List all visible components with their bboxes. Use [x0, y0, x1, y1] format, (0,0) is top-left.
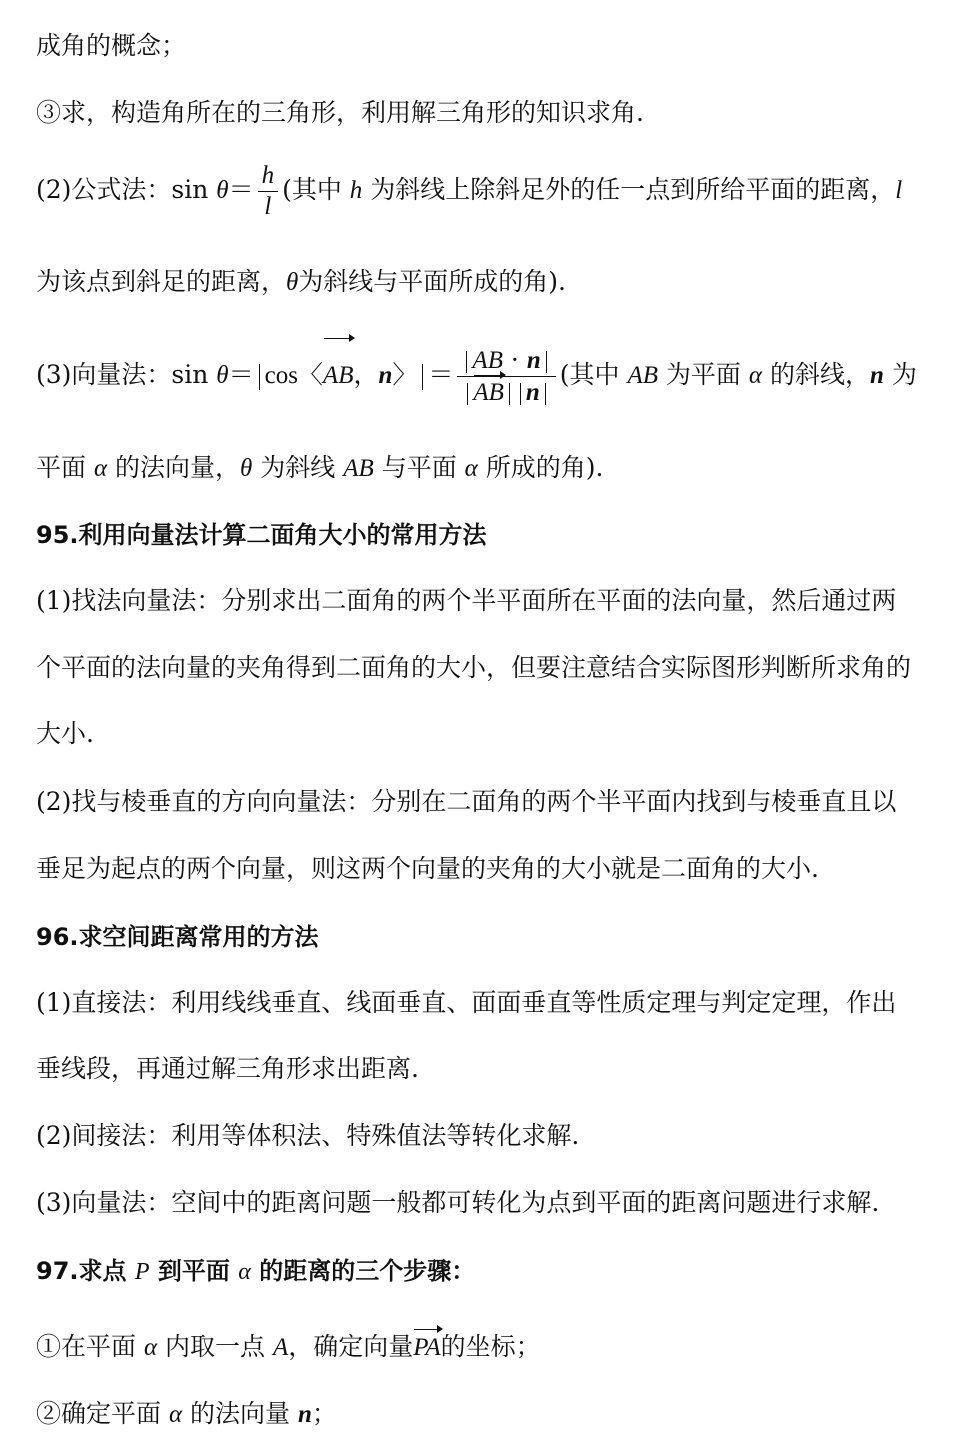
text-segment: (3)向量法：sin: [36, 360, 217, 389]
text-segment: 为斜线: [252, 453, 344, 482]
text-line: (2)间接法：利用等体积法、特殊值法等转化求解.: [36, 1121, 580, 1150]
abs-bar: [509, 383, 510, 405]
fraction-denominator: [457, 377, 555, 408]
math-symbol: ＝: [228, 175, 254, 204]
text-line: [36, 1398, 933, 1431]
text-line: 大小.: [36, 719, 94, 748]
abs-bar: [259, 364, 260, 390]
vector-symbol: AB: [323, 341, 354, 411]
math-symbol: l: [895, 177, 903, 204]
fraction-numerator: h: [258, 161, 279, 192]
math-symbol: α: [464, 455, 478, 482]
math-symbol: ·: [510, 345, 519, 374]
math-symbol: θ: [216, 362, 229, 389]
text-segment: 为斜线与平面所成的角).: [298, 267, 566, 296]
text-line: [36, 266, 933, 299]
abs-bar: [545, 383, 546, 405]
text-segment: ①在平面: [36, 1332, 144, 1361]
text-segment: 到平面: [149, 1257, 239, 1285]
text-segment: 为该点到斜足的距离，: [36, 267, 287, 296]
math-symbol: θ: [216, 177, 229, 204]
text-line: 个平面的法向量的夹角得到二面角的大小，但要注意结合实际图形判断所求角的: [36, 653, 912, 682]
math-symbol: P: [134, 1259, 150, 1285]
abs-bar: [466, 351, 467, 373]
math-symbol: α: [748, 362, 763, 389]
text-segment: 为平面: [657, 360, 749, 389]
math-symbol: θ: [286, 269, 299, 296]
math-symbol: AB: [472, 347, 503, 374]
text-segment: 为斜线上除斜足外的任一点到所给平面的距离，: [362, 175, 896, 204]
fraction-numerator: [457, 345, 555, 377]
text-segment: 97.求点: [36, 1257, 135, 1285]
math-symbol: n: [526, 347, 541, 374]
math-symbol: α: [168, 1401, 183, 1428]
text-line: (1)找法向量法：分别求出二面角的两个半平面所在平面的法向量，然后通过两: [36, 586, 897, 615]
formula-line-vector: [36, 340, 933, 411]
text-segment: ②确定平面: [36, 1399, 169, 1428]
math-symbol: AB: [627, 362, 658, 389]
text-segment: ；: [311, 1399, 337, 1428]
math-symbol: θ: [240, 455, 253, 482]
math-symbol: α: [143, 1334, 158, 1361]
math-symbol: n: [525, 379, 540, 406]
math-symbol: n: [378, 362, 393, 389]
text-segment: ，确定向量: [288, 1332, 414, 1361]
section-heading-97: [36, 1255, 933, 1288]
abs-bar: [467, 383, 468, 405]
text-line: [36, 1331, 933, 1364]
text-segment: 的斜线，: [762, 360, 870, 389]
math-symbol: α: [93, 455, 108, 482]
text-segment: (其中: [559, 360, 628, 389]
vector-symbol: PA: [413, 1332, 440, 1364]
abs-bar: [520, 383, 521, 405]
text-line: (2)找与棱垂直的方向向量法：分别在二面角的两个半平面内找到与棱垂直且以: [36, 787, 897, 816]
text-line: 垂线段，再通过解三角形求出距离.: [36, 1054, 419, 1083]
text-segment: 为: [883, 360, 917, 389]
text-line: (1)直接法：利用线线垂直、线面垂直、面面垂直等性质定理与判定定理，作出: [36, 988, 897, 1017]
section-heading-95: 95.利用向量法计算二面角大小的常用方法: [36, 521, 487, 549]
text-line: [36, 452, 933, 485]
text-segment: 的法向量，: [107, 453, 241, 482]
text-line: ③求，构造角所在的三角形，利用解三角形的知识求角.: [36, 98, 644, 127]
text-segment: ，: [353, 360, 379, 389]
math-symbol: α: [238, 1259, 251, 1285]
text-segment: 与平面: [373, 453, 465, 482]
section-heading-96: 96.求空间距离常用的方法: [36, 923, 319, 951]
text-segment: 的坐标；: [440, 1332, 541, 1361]
text-segment: 的法向量: [182, 1399, 298, 1428]
text-segment: 〉: [392, 360, 418, 389]
formula-line-sine: [36, 160, 933, 222]
math-symbol: n: [869, 362, 884, 389]
fraction: [457, 345, 555, 408]
fraction: [258, 161, 279, 222]
math-symbol: ＝: [428, 360, 454, 389]
text-line: 成角的概念；: [36, 31, 187, 60]
text-segment: 所成的角).: [477, 453, 604, 482]
fraction-denominator: l: [264, 193, 272, 220]
math-symbol: n: [297, 1401, 312, 1428]
math-symbol: AB: [343, 455, 374, 482]
text-segment: (其中: [282, 175, 350, 204]
math-symbol: A: [272, 1334, 289, 1361]
text-segment: 的距离的三个步骤：: [250, 1257, 476, 1285]
math-symbol: h: [349, 177, 363, 204]
text-segment: 平面: [36, 453, 94, 482]
text-segment: 内取一点: [157, 1332, 273, 1361]
text-segment: cos〈: [264, 362, 323, 389]
text-line: (3)向量法：空间中的距离问题一般都可转化为点到平面的距离问题进行求解.: [36, 1188, 880, 1217]
text-line: 垂足为起点的两个向量，则这两个向量的夹角的大小就是二面角的大小.: [36, 854, 819, 883]
math-symbol: ＝: [228, 360, 254, 389]
text-segment: (2)公式法：sin: [36, 175, 217, 204]
vector-symbol: AB: [473, 379, 504, 406]
abs-bar: [546, 351, 547, 373]
abs-bar: [422, 364, 423, 390]
